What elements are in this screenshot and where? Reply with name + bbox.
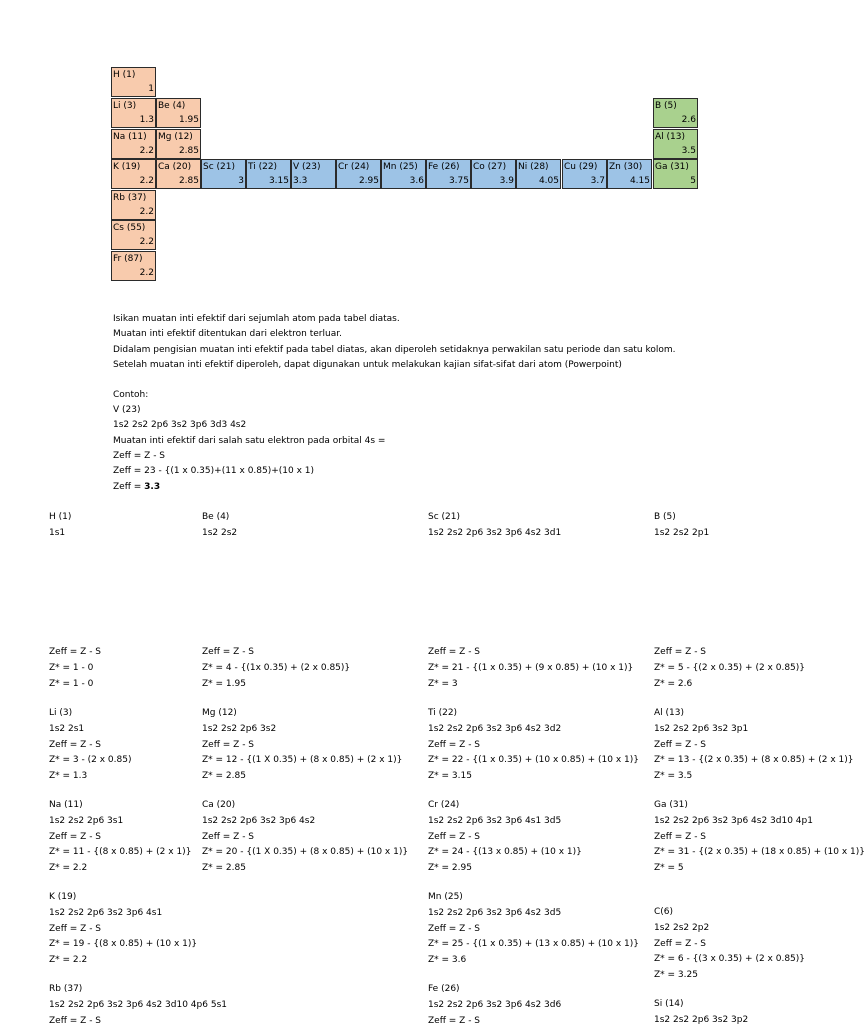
cell-zeff: 4.15: [629, 176, 650, 186]
block-config: 1s1: [49, 527, 66, 538]
formula-line: Z* = 21 - {(1 x 0.35) + (9 x 0.85) + (10 x 1)}: [428, 662, 634, 673]
block-b: [654, 510, 768, 542]
block-line: Z* = 2.85: [202, 771, 246, 782]
block-ga: [654, 798, 865, 877]
instruction-line: Setelah muatan inti efektif diperoleh, dapat digunakan untuk melakukan kajian sifat-sifat dari atom (Powerpoint): [113, 360, 622, 370]
cell-symbol: Al (13): [655, 132, 685, 142]
cell-symbol: Mg (12): [158, 132, 193, 142]
cell-symbol: Cr (24): [338, 162, 370, 172]
cell-symbol: Na (11): [113, 132, 147, 142]
block-line: Z* = 19 - {(8 x 0.85) + (10 x 1)}: [49, 939, 198, 950]
cell-zeff: 1.3: [139, 115, 154, 125]
formula-line: Zeff = Z - S: [202, 647, 255, 657]
example-formula: Zeff = Z - S: [113, 451, 166, 461]
example-config: 1s2 2s2 2p6 3s2 3p6 3d3 4s2: [113, 420, 247, 430]
cell-fr[interactable]: [111, 251, 156, 281]
formula-line: Zeff = Z - S: [428, 647, 481, 657]
formula-line: Zeff = Z - S: [654, 647, 707, 657]
block-line: 1s2 2s2 2p2: [654, 922, 710, 933]
cell-cu[interactable]: [562, 159, 607, 189]
block-title: Al (13): [654, 708, 684, 718]
cell-zeff: 1.95: [178, 115, 199, 125]
cell-zeff: 3: [238, 176, 244, 186]
cell-zeff: 2.2: [139, 237, 154, 247]
block-line: Z* = 3.15: [428, 771, 472, 782]
block-config: 1s2 2s2: [202, 527, 238, 538]
block-line: Zeff = Z - S: [428, 923, 481, 934]
block-line: Z* = 11 - {(8 x 0.85) + (2 x 1)}: [49, 847, 192, 858]
block-line: Z* = 3.6: [428, 955, 467, 966]
block-mn: [428, 890, 639, 969]
formula-line: Z* = 1 - 0: [49, 662, 94, 673]
block-line: 1s2 2s2 2p6 3s2 3p6 4s2: [202, 815, 316, 826]
block-line: Z* = 6 - {(3 x 0.35) + (2 x 0.85)}: [654, 954, 806, 965]
cell-symbol: Li (3): [113, 101, 137, 111]
cell-symbol: V (23): [293, 162, 321, 172]
formula-be: [202, 645, 350, 692]
block-line: Z* = 1.3: [49, 771, 88, 782]
cell-mn[interactable]: [381, 159, 426, 189]
block-k: [49, 890, 197, 969]
cell-sc[interactable]: [201, 159, 246, 189]
cell-zeff: 3.6: [409, 176, 424, 186]
block-title: H (1): [49, 512, 72, 522]
cell-zeff: 2.2: [139, 146, 154, 156]
block-fe: [428, 982, 561, 1029]
cell-be[interactable]: [156, 98, 201, 128]
block-sc: [428, 510, 561, 542]
block-line: Z* = 24 - {(13 x 0.85) + (10 x 1)}: [428, 847, 582, 858]
cell-zeff: 2.2: [139, 176, 154, 186]
block-line: Z* = 22 - {(1 x 0.35) + (10 x 0.85) + (10 x 1)}: [428, 755, 639, 766]
block-title: Mn (25): [428, 892, 463, 902]
block-line: Z* = 20 - {(1 X 0.35) + (8 x 0.85) + (10 x 1)}: [202, 847, 409, 858]
block-line: Zeff = Z - S: [202, 739, 255, 750]
cell-symbol: Cs (55): [113, 223, 146, 233]
cell-symbol: H (1): [113, 70, 136, 80]
block-line: Z* = 2.85: [202, 863, 246, 874]
cell-symbol: B (5): [655, 101, 677, 111]
block-title: C(6): [654, 907, 674, 917]
cell-zeff: 4.05: [538, 176, 559, 186]
cell-zeff: 2.85: [178, 176, 199, 186]
cell-symbol: Zn (30): [609, 162, 643, 172]
block-line: 1s2 2s2 2p6 3s2 3p2: [654, 1014, 749, 1025]
block-line: Z* = 2.2: [49, 955, 88, 966]
block-title: Na (11): [49, 800, 83, 810]
block-na: [49, 798, 191, 877]
block-line: 1s2 2s2 2p6 3s2 3p6 4s2 3d2: [428, 723, 562, 734]
cell-ga[interactable]: [653, 159, 698, 189]
cell-zeff: 3.75: [448, 176, 469, 186]
block-title: Ca (20): [202, 800, 236, 810]
cell-zeff: 2.6: [681, 115, 696, 125]
block-line: Zeff = Z - S: [428, 831, 481, 842]
cell-zeff: 3.5: [681, 146, 696, 156]
block-config: 1s2 2s2 2p6 3s2 3p6 4s2 3d1: [428, 527, 562, 538]
example-calc: Zeff = 23 - {(1 x 0.35)+(11 x 0.85)+(10 x 1): [113, 466, 315, 476]
cell-zeff: 1: [148, 84, 154, 94]
formula-line: Z* = 1 - 0: [49, 678, 94, 689]
cell-fe[interactable]: [426, 159, 471, 189]
block-line: 1s2 2s2 2p6 3s2 3p6 4s2 3d6: [428, 999, 562, 1010]
block-title: B (5): [654, 512, 676, 522]
block-line: Zeff = Z - S: [654, 739, 707, 750]
cell-symbol: Be (4): [158, 101, 186, 111]
block-title: Be (4): [202, 512, 230, 522]
formula-line: Z* = 5 - {(2 x 0.35) + (2 x 0.85)}: [654, 662, 806, 673]
cell-symbol: Fr (87): [113, 254, 143, 264]
formula-line: Z* = 1.95: [202, 678, 246, 689]
block-line: 1s2 2s2 2p6 3s2 3p6 4s2 3d10 4p6 5s1: [49, 999, 227, 1010]
block-cr: [428, 798, 582, 877]
formula-b: [654, 645, 806, 692]
block-line: 1s2 2s1: [49, 723, 85, 734]
block-title: Fe (26): [428, 984, 460, 994]
cell-zeff: 5: [690, 176, 696, 186]
formula-line: Z* = 3: [428, 678, 458, 689]
block-line: Z* = 3.25: [654, 970, 698, 981]
block-line: Zeff = Z - S: [654, 938, 707, 949]
block-line: Z* = 31 - {(2 x 0.35) + (18 x 0.85) + (10 x 1)}: [654, 847, 865, 858]
block-line: Z* = 25 - {(1 x 0.35) + (13 x 0.85) + (10 x 1)}: [428, 939, 639, 950]
block-title: Ti (22): [428, 708, 458, 718]
formula-line: Z* = 4 - {(1x 0.35) + (2 x 0.85)}: [202, 662, 351, 673]
block-line: Zeff = Z - S: [654, 831, 707, 842]
block-line: Z* = 5: [654, 863, 684, 874]
cell-mg[interactable]: [156, 129, 201, 159]
cell-k[interactable]: [111, 159, 156, 189]
cell-symbol: K (19): [113, 162, 141, 172]
example-result-value: 3.3: [144, 482, 161, 492]
block-line: Zeff = Z - S: [202, 831, 255, 842]
block-config: 1s2 2s2 2p1: [654, 527, 710, 538]
cell-zeff: 3.9: [499, 176, 514, 186]
block-line: 1s2 2s2 2p6 3s2 3p6 4s2 3d10 4p1: [654, 815, 813, 826]
block-be: [202, 510, 237, 542]
formula-h: [49, 645, 101, 692]
cell-ti[interactable]: [246, 159, 291, 189]
block-line: Z* = 2.95: [428, 863, 472, 874]
block-title: Ga (31): [654, 800, 688, 810]
cell-symbol: Fe (26): [428, 162, 460, 172]
cell-symbol: Cu (29): [564, 162, 598, 172]
block-ca: [202, 798, 408, 877]
cell-co[interactable]: [471, 159, 516, 189]
cell-ca[interactable]: [156, 159, 201, 189]
cell-symbol: Ga (31): [655, 162, 689, 172]
cell-h[interactable]: [111, 67, 156, 97]
block-title: K (19): [49, 892, 77, 902]
instruction-line: Isikan muatan inti efektif dari sejumlah atom pada tabel diatas.: [113, 314, 400, 324]
cell-zeff: 2.95: [358, 176, 379, 186]
cell-zeff: 2.2: [139, 207, 154, 217]
block-title: Li (3): [49, 708, 73, 718]
block-line: Zeff = Z - S: [49, 831, 102, 842]
formula-line: Zeff = Z - S: [49, 647, 102, 657]
block-line: Zeff = Z - S: [49, 1015, 102, 1026]
cell-al[interactable]: [653, 129, 698, 159]
block-line: Zeff = Z - S: [49, 739, 102, 750]
example-desc: Muatan inti efektif dari salah satu elektron pada orbital 4s =: [113, 436, 386, 446]
block-mg: [202, 706, 402, 785]
cell-v[interactable]: [291, 159, 336, 189]
block-line: Z* = 3.5: [654, 771, 693, 782]
cell-symbol: Mn (25): [383, 162, 418, 172]
block-line: 1s2 2s2 2p6 3s2 3p6 4s1 3d5: [428, 815, 562, 826]
cell-zn[interactable]: [607, 159, 652, 189]
block-line: 1s2 2s2 2p6 3s1: [49, 815, 124, 826]
cell-zeff: 3.3: [293, 176, 308, 186]
example-heading: Contoh:: [113, 390, 149, 400]
block-line: 1s2 2s2 2p6 3s2: [202, 723, 277, 734]
formula-line: Z* = 2.6: [654, 678, 693, 689]
block-title: Cr (24): [428, 800, 460, 810]
cell-symbol: Rb (37): [113, 193, 147, 203]
block-li: [49, 706, 131, 785]
cell-zeff: 2.2: [139, 268, 154, 278]
block-title: Mg (12): [202, 708, 237, 718]
example-result: [113, 480, 160, 496]
instruction-line: Didalam pengisian muatan inti efektif pada tabel diatas, akan diperoleh setidaknya perwakilan satu periode dan satu kolom.: [113, 345, 676, 355]
cell-rb[interactable]: [111, 190, 156, 220]
cell-symbol: Ti (22): [248, 162, 278, 172]
block-line: 1s2 2s2 2p6 3s2 3p6 4s1: [49, 907, 163, 918]
cell-cs[interactable]: [111, 220, 156, 250]
formula-sc: [428, 645, 633, 692]
cell-zeff: 3.7: [590, 176, 605, 186]
cell-symbol: Co (27): [473, 162, 507, 172]
cell-symbol: Sc (21): [203, 162, 235, 172]
block-line: Zeff = Z - S: [428, 1015, 481, 1026]
example-result-label: Zeff =: [113, 482, 145, 492]
block-line: Z* = 12 - {(1 X 0.35) + (8 x 0.85) + (2 x 1)}: [202, 755, 403, 766]
block-line: Zeff = Z - S: [428, 739, 481, 750]
cell-symbol: Ca (20): [158, 162, 192, 172]
cell-na[interactable]: [111, 129, 156, 159]
cell-zeff: 2.85: [178, 146, 199, 156]
block-rb: [49, 982, 227, 1029]
block-line: Z* = 13 - {(2 x 0.35) + (8 x 0.85) + (2 x 1)}: [654, 755, 854, 766]
instruction-line: Muatan inti efektif ditentukan dari elektron terluar.: [113, 329, 342, 339]
block-title: Si (14): [654, 999, 684, 1009]
block-line: 1s2 2s2 2p6 3s2 3p6 4s2 3d5: [428, 907, 562, 918]
block-si: [654, 997, 768, 1029]
cell-zeff: 3.15: [268, 176, 289, 186]
block-al: [654, 706, 854, 785]
block-line: 1s2 2s2 2p6 3s2 3p1: [654, 723, 749, 734]
block-line: Zeff = Z - S: [49, 923, 102, 934]
block-ti: [428, 706, 639, 785]
block-c: [654, 905, 806, 984]
cell-ni[interactable]: [516, 159, 561, 189]
block-title: Rb (37): [49, 984, 83, 994]
block-line: Z* = 3 - (2 x 0.85): [49, 755, 132, 766]
cell-li[interactable]: [111, 98, 156, 128]
block-line: Z* = 2.2: [49, 863, 88, 874]
cell-cr[interactable]: [336, 159, 381, 189]
example-element: V (23): [113, 405, 141, 415]
cell-b[interactable]: [653, 98, 698, 128]
block-title: Sc (21): [428, 512, 460, 522]
block-h: [49, 510, 71, 542]
cell-symbol: Ni (28): [518, 162, 549, 172]
